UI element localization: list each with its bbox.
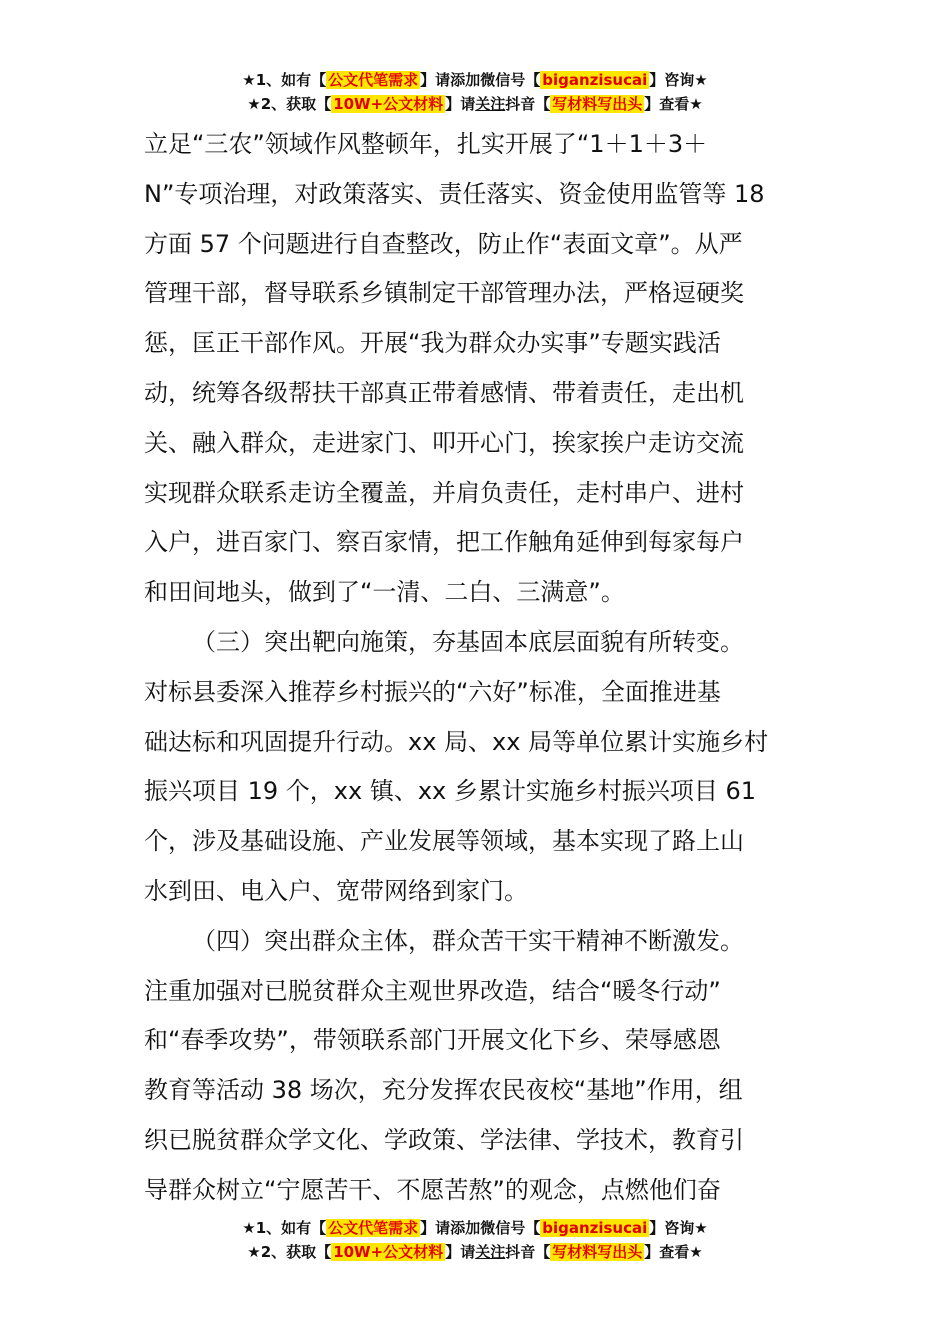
- banner-text: 微信号【: [480, 1219, 541, 1237]
- douyin-id-label: 写材料写出头: [552, 1243, 643, 1261]
- body-line: 实现群众联系走访全覆盖，并肩负责任，走村串户、进村: [144, 478, 744, 507]
- body-line: 和“春季攻势”，带领联系部门开展文化下乡、荣辱感恩: [144, 1026, 721, 1055]
- banner-line-1: [0, 68, 950, 92]
- banner-text: ★2、获取【: [247, 1243, 332, 1261]
- body-line: 对标县委深入推荐乡村振兴的“六好”标准，全面推进基: [144, 677, 721, 706]
- body-line: 立足“三农”领域作风整顿年，扎实开展了“1＋1＋3＋: [144, 130, 708, 158]
- banner-text: 】咨询★: [649, 1219, 708, 1237]
- banner-text: ★2、获取【: [247, 95, 332, 113]
- footer-banner: [0, 1216, 950, 1264]
- douyin-id-label: 写材料写出头: [552, 95, 643, 113]
- body-line: 惩，匡正干部作风。开展“我为群众办实事”专题实践活: [144, 329, 721, 358]
- highlight-label: 公文代笔需求: [328, 1219, 419, 1237]
- body-line: 管理干部，督导联系乡镇制定干部管理办法，严格逗硬奖: [144, 279, 744, 308]
- banner-text: ★1、如有【: [242, 71, 327, 89]
- body-line: 个，涉及基础设施、产业发展等领域，基本实现了路上山: [144, 827, 744, 856]
- highlight-label: 10W+公文材料: [333, 95, 444, 113]
- body-line: 动，统筹各级帮扶干部真正带着感情、带着责任，走出机: [144, 378, 744, 407]
- banner-text: ★1、如有【: [242, 1219, 327, 1237]
- highlight-label: 公文代笔需求: [328, 71, 419, 89]
- body-line: 教育等活动 38 场次，充分发挥农民夜校“基地”作用，组: [144, 1076, 743, 1105]
- body-line: 入户，进百家门、察百家情，把工作触角延伸到每家每户: [144, 528, 744, 557]
- body-line: 织已脱贫群众学文化、学政策、学法律、学技术，教育引: [144, 1125, 744, 1154]
- header-banner: [0, 68, 950, 116]
- body-line: 方面 57 个问题进行自查整改，防止作“表面文章”。从严: [144, 229, 743, 258]
- banner-text: 抖音【: [505, 1243, 551, 1261]
- banner-line-1: [0, 1216, 950, 1240]
- body-line: 注重加强对已脱贫群众主观世界改造，结合“暖冬行动”: [144, 976, 721, 1005]
- body-line: N”专项治理，对政策落实、责任落实、资金使用监管等 18: [144, 179, 765, 208]
- section-heading: （三）突出靶向施策，夯基固本底层面貌有所转变。: [192, 627, 744, 656]
- banner-text: 加: [465, 71, 481, 89]
- banner-text: 】咨询★: [649, 71, 708, 89]
- banner-text: 加: [465, 1219, 481, 1237]
- banner-text: 】查看★: [644, 95, 703, 113]
- section-heading: （四）突出群众主体，群众苦干实干精神不断激发。: [192, 926, 744, 955]
- banner-text: 】查看★: [644, 1243, 703, 1261]
- body-line: 础达标和巩固提升行动。xx 局、xx 局等单位累计实施乡村: [144, 727, 769, 756]
- wechat-id-label: biganzisucai: [542, 71, 648, 89]
- banner-text: 】请: [445, 1243, 476, 1261]
- body-line: 关、融入群众，走进家门、叩开心门，挨家挨户走访交流: [144, 428, 744, 457]
- banner-text: 】请: [445, 95, 476, 113]
- body-line: 水到田、电入户、宽带网络到家门。: [144, 876, 528, 905]
- document-body: [144, 120, 808, 1216]
- banner-text: 微信号【: [480, 71, 541, 89]
- banner-line-2: [0, 92, 950, 116]
- banner-text: 关注: [475, 95, 506, 113]
- banner-text: 关注: [475, 1243, 506, 1261]
- banner-text: 】请添: [420, 71, 466, 89]
- banner-text: 】请添: [420, 1219, 466, 1237]
- body-line: 导群众树立“宁愿苦干、不愿苦熬”的观念，点燃他们奋: [144, 1175, 721, 1204]
- wechat-id-label: biganzisucai: [542, 1219, 648, 1237]
- body-line: 和田间地头，做到了“一清、二白、三满意”。: [144, 578, 625, 607]
- banner-text: 抖音【: [505, 95, 551, 113]
- banner-line-2: [0, 1240, 950, 1264]
- highlight-label: 10W+公文材料: [333, 1243, 444, 1261]
- body-line: 振兴项目 19 个，xx 镇、xx 乡累计实施乡村振兴项目 61: [144, 777, 757, 806]
